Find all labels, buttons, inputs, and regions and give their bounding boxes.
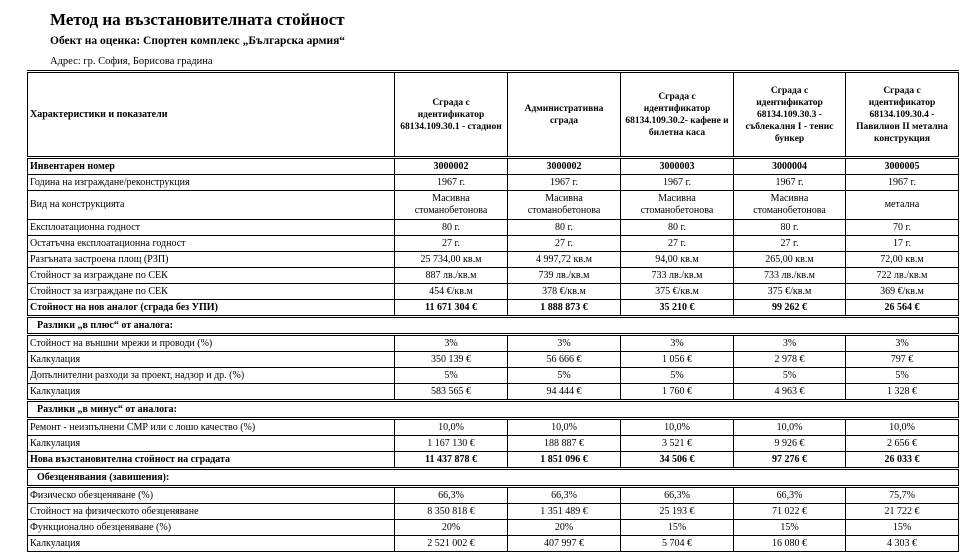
- value-cell: 10,0%: [846, 419, 959, 436]
- table-row: [28, 284, 959, 300]
- header-column: Административна сграда: [508, 72, 621, 158]
- value-cell: 797 €: [846, 352, 959, 368]
- document-subtitle: Обект на оценка: Спортен комплекс „Българска армия“: [50, 35, 346, 47]
- row-label: Калкулация: [28, 384, 395, 401]
- row-label: Експлоатационна годност: [28, 220, 395, 236]
- value-cell: 17 г.: [846, 236, 959, 252]
- value-cell: метална: [846, 191, 959, 220]
- value-cell: 3000002: [395, 158, 508, 175]
- value-cell: 66,3%: [395, 487, 508, 504]
- table-row: [28, 352, 959, 368]
- value-cell: 11 437 878 €: [395, 452, 508, 469]
- value-cell: 66,3%: [508, 487, 621, 504]
- table-row: [28, 158, 959, 175]
- value-cell: 265,00 кв.м: [734, 252, 846, 268]
- row-label: Допълнителни разходи за проект, надзор и др. (%): [28, 368, 395, 384]
- row-label: Нова възстановителна стойност на сградата: [28, 452, 395, 469]
- value-cell: 75,7%: [846, 487, 959, 504]
- value-cell: 70 г.: [846, 220, 959, 236]
- value-cell: 1967 г.: [508, 175, 621, 191]
- value-cell: 3000003: [621, 158, 734, 175]
- value-cell: Масивна стоманобетонова: [621, 191, 734, 220]
- value-cell: 66,3%: [621, 487, 734, 504]
- row-label: Разгъната застроена площ (РЗП): [28, 252, 395, 268]
- header-column: Сграда с идентификатор 68134.109.30.1 - стадион: [395, 72, 508, 158]
- document-address: Адрес: гр. София, Борисова градина: [50, 56, 213, 67]
- table-row: [28, 175, 959, 191]
- value-cell: 1967 г.: [395, 175, 508, 191]
- table-row: [28, 191, 959, 220]
- value-cell: 1 760 €: [621, 384, 734, 401]
- value-cell: 16 080 €: [734, 536, 846, 552]
- valuation-table: [27, 70, 959, 552]
- header-column: Сграда с идентификатор 68134.109.30.4 - Павилион II метална конструкция: [846, 72, 959, 158]
- value-cell: 188 887 €: [508, 436, 621, 452]
- value-cell: 10,0%: [395, 419, 508, 436]
- table-row: [28, 520, 959, 536]
- value-cell: 97 276 €: [734, 452, 846, 469]
- row-label: Стойност за изграждане по СЕК: [28, 284, 395, 300]
- value-cell: 71 022 €: [734, 504, 846, 520]
- row-label: Остатъчна експлоатационна годност: [28, 236, 395, 252]
- value-cell: 454 €/кв.м: [395, 284, 508, 300]
- value-cell: 80 г.: [621, 220, 734, 236]
- value-cell: 5%: [508, 368, 621, 384]
- value-cell: 27 г.: [734, 236, 846, 252]
- value-cell: 26 564 €: [846, 300, 959, 317]
- value-cell: 21 722 €: [846, 504, 959, 520]
- value-cell: 1 888 873 €: [508, 300, 621, 317]
- value-cell: 20%: [395, 520, 508, 536]
- value-cell: 733 лв./кв.м: [621, 268, 734, 284]
- section-heading: Разлики „в минус“ от аналога:: [28, 401, 959, 419]
- value-cell: 27 г.: [395, 236, 508, 252]
- value-cell: 1967 г.: [734, 175, 846, 191]
- row-label: Стойност за изграждане по СЕК: [28, 268, 395, 284]
- value-cell: 583 565 €: [395, 384, 508, 401]
- row-label: Калкулация: [28, 536, 395, 552]
- value-cell: 99 262 €: [734, 300, 846, 317]
- value-cell: 10,0%: [508, 419, 621, 436]
- value-cell: 3%: [734, 335, 846, 352]
- value-cell: 378 €/кв.м: [508, 284, 621, 300]
- value-cell: 407 997 €: [508, 536, 621, 552]
- row-label: Калкулация: [28, 352, 395, 368]
- row-label: Физическо обезценяване (%): [28, 487, 395, 504]
- value-cell: 369 €/кв.м: [846, 284, 959, 300]
- value-cell: 15%: [734, 520, 846, 536]
- value-cell: 3%: [846, 335, 959, 352]
- value-cell: 10,0%: [621, 419, 734, 436]
- row-label: Инвентарен номер: [28, 158, 395, 175]
- value-cell: 56 666 €: [508, 352, 621, 368]
- row-label: Калкулация: [28, 436, 395, 452]
- value-cell: 1967 г.: [846, 175, 959, 191]
- row-label: Стойност на нов аналог (сграда без УПИ): [28, 300, 395, 317]
- row-label: Функционално обезценяване (%): [28, 520, 395, 536]
- section-row: [28, 469, 959, 487]
- value-cell: 3000005: [846, 158, 959, 175]
- table-row: [28, 436, 959, 452]
- value-cell: Масивна стоманобетонова: [734, 191, 846, 220]
- table-row: [28, 268, 959, 284]
- value-cell: 5%: [734, 368, 846, 384]
- value-cell: 375 €/кв.м: [621, 284, 734, 300]
- value-cell: 5%: [395, 368, 508, 384]
- row-label: Стойност на физическото обезценяване: [28, 504, 395, 520]
- value-cell: 2 521 002 €: [395, 536, 508, 552]
- row-label: Ремонт - неизпълнени СМР или с лошо качество (%): [28, 419, 395, 436]
- value-cell: 739 лв./кв.м: [508, 268, 621, 284]
- value-cell: 5%: [846, 368, 959, 384]
- value-cell: 5 704 €: [621, 536, 734, 552]
- table-row: [28, 536, 959, 552]
- value-cell: 733 лв./кв.м: [734, 268, 846, 284]
- value-cell: 350 139 €: [395, 352, 508, 368]
- value-cell: 20%: [508, 520, 621, 536]
- value-cell: 9 926 €: [734, 436, 846, 452]
- table-header-row: [28, 72, 959, 158]
- table-row: [28, 487, 959, 504]
- value-cell: 4 997,72 кв.м: [508, 252, 621, 268]
- value-cell: Масивна стоманобетонова: [508, 191, 621, 220]
- value-cell: 1 328 €: [846, 384, 959, 401]
- table-row: [28, 220, 959, 236]
- row-label: Вид на конструкцията: [28, 191, 395, 220]
- row-label: Година на изграждане/реконструкция: [28, 175, 395, 191]
- value-cell: 15%: [846, 520, 959, 536]
- value-cell: 3000002: [508, 158, 621, 175]
- value-cell: 94 444 €: [508, 384, 621, 401]
- table-row: [28, 452, 959, 469]
- section-heading: Обезценявания (завишения):: [28, 469, 959, 487]
- value-cell: 80 г.: [508, 220, 621, 236]
- value-cell: 2 656 €: [846, 436, 959, 452]
- table-row: [28, 335, 959, 352]
- value-cell: 375 €/кв.м: [734, 284, 846, 300]
- value-cell: 3%: [395, 335, 508, 352]
- section-heading: Разлики „в плюс“ от аналога:: [28, 317, 959, 335]
- row-label: Стойност на външни мрежи и проводи (%): [28, 335, 395, 352]
- value-cell: 11 671 304 €: [395, 300, 508, 317]
- section-row: [28, 401, 959, 419]
- header-column: Сграда с идентификатор 68134.109.30.2- кафене и билетна каса: [621, 72, 734, 158]
- value-cell: 3 521 €: [621, 436, 734, 452]
- header-label: Характеристики и показатели: [28, 72, 395, 158]
- table-row: [28, 368, 959, 384]
- value-cell: 94,00 кв.м: [621, 252, 734, 268]
- table-row: [28, 419, 959, 436]
- value-cell: 80 г.: [734, 220, 846, 236]
- value-cell: 1 056 €: [621, 352, 734, 368]
- value-cell: Масивна стоманобетонова: [395, 191, 508, 220]
- value-cell: 3%: [621, 335, 734, 352]
- value-cell: 722 лв./кв.м: [846, 268, 959, 284]
- value-cell: 34 506 €: [621, 452, 734, 469]
- value-cell: 25 193 €: [621, 504, 734, 520]
- value-cell: 26 033 €: [846, 452, 959, 469]
- value-cell: 8 350 818 €: [395, 504, 508, 520]
- section-row: [28, 317, 959, 335]
- value-cell: 2 978 €: [734, 352, 846, 368]
- value-cell: 27 г.: [508, 236, 621, 252]
- value-cell: 4 963 €: [734, 384, 846, 401]
- value-cell: 1 351 489 €: [508, 504, 621, 520]
- value-cell: 15%: [621, 520, 734, 536]
- value-cell: 27 г.: [621, 236, 734, 252]
- document-title: Метод на възстановителната стойност: [50, 10, 345, 29]
- value-cell: 35 210 €: [621, 300, 734, 317]
- value-cell: 4 303 €: [846, 536, 959, 552]
- value-cell: 80 г.: [395, 220, 508, 236]
- value-cell: 3%: [508, 335, 621, 352]
- table-row: [28, 236, 959, 252]
- value-cell: 10,0%: [734, 419, 846, 436]
- table-row: [28, 300, 959, 317]
- value-cell: 1 851 096 €: [508, 452, 621, 469]
- value-cell: 1 167 130 €: [395, 436, 508, 452]
- value-cell: 5%: [621, 368, 734, 384]
- table-row: [28, 252, 959, 268]
- table-row: [28, 504, 959, 520]
- value-cell: 3000004: [734, 158, 846, 175]
- table-row: [28, 384, 959, 401]
- value-cell: 72,00 кв.м: [846, 252, 959, 268]
- value-cell: 1967 г.: [621, 175, 734, 191]
- header-column: Сграда с идентификатор 68134.109.30.3 - съблекалня I - тенис бункер: [734, 72, 846, 158]
- value-cell: 25 734,00 кв.м: [395, 252, 508, 268]
- value-cell: 887 лв./кв.м: [395, 268, 508, 284]
- value-cell: 66,3%: [734, 487, 846, 504]
